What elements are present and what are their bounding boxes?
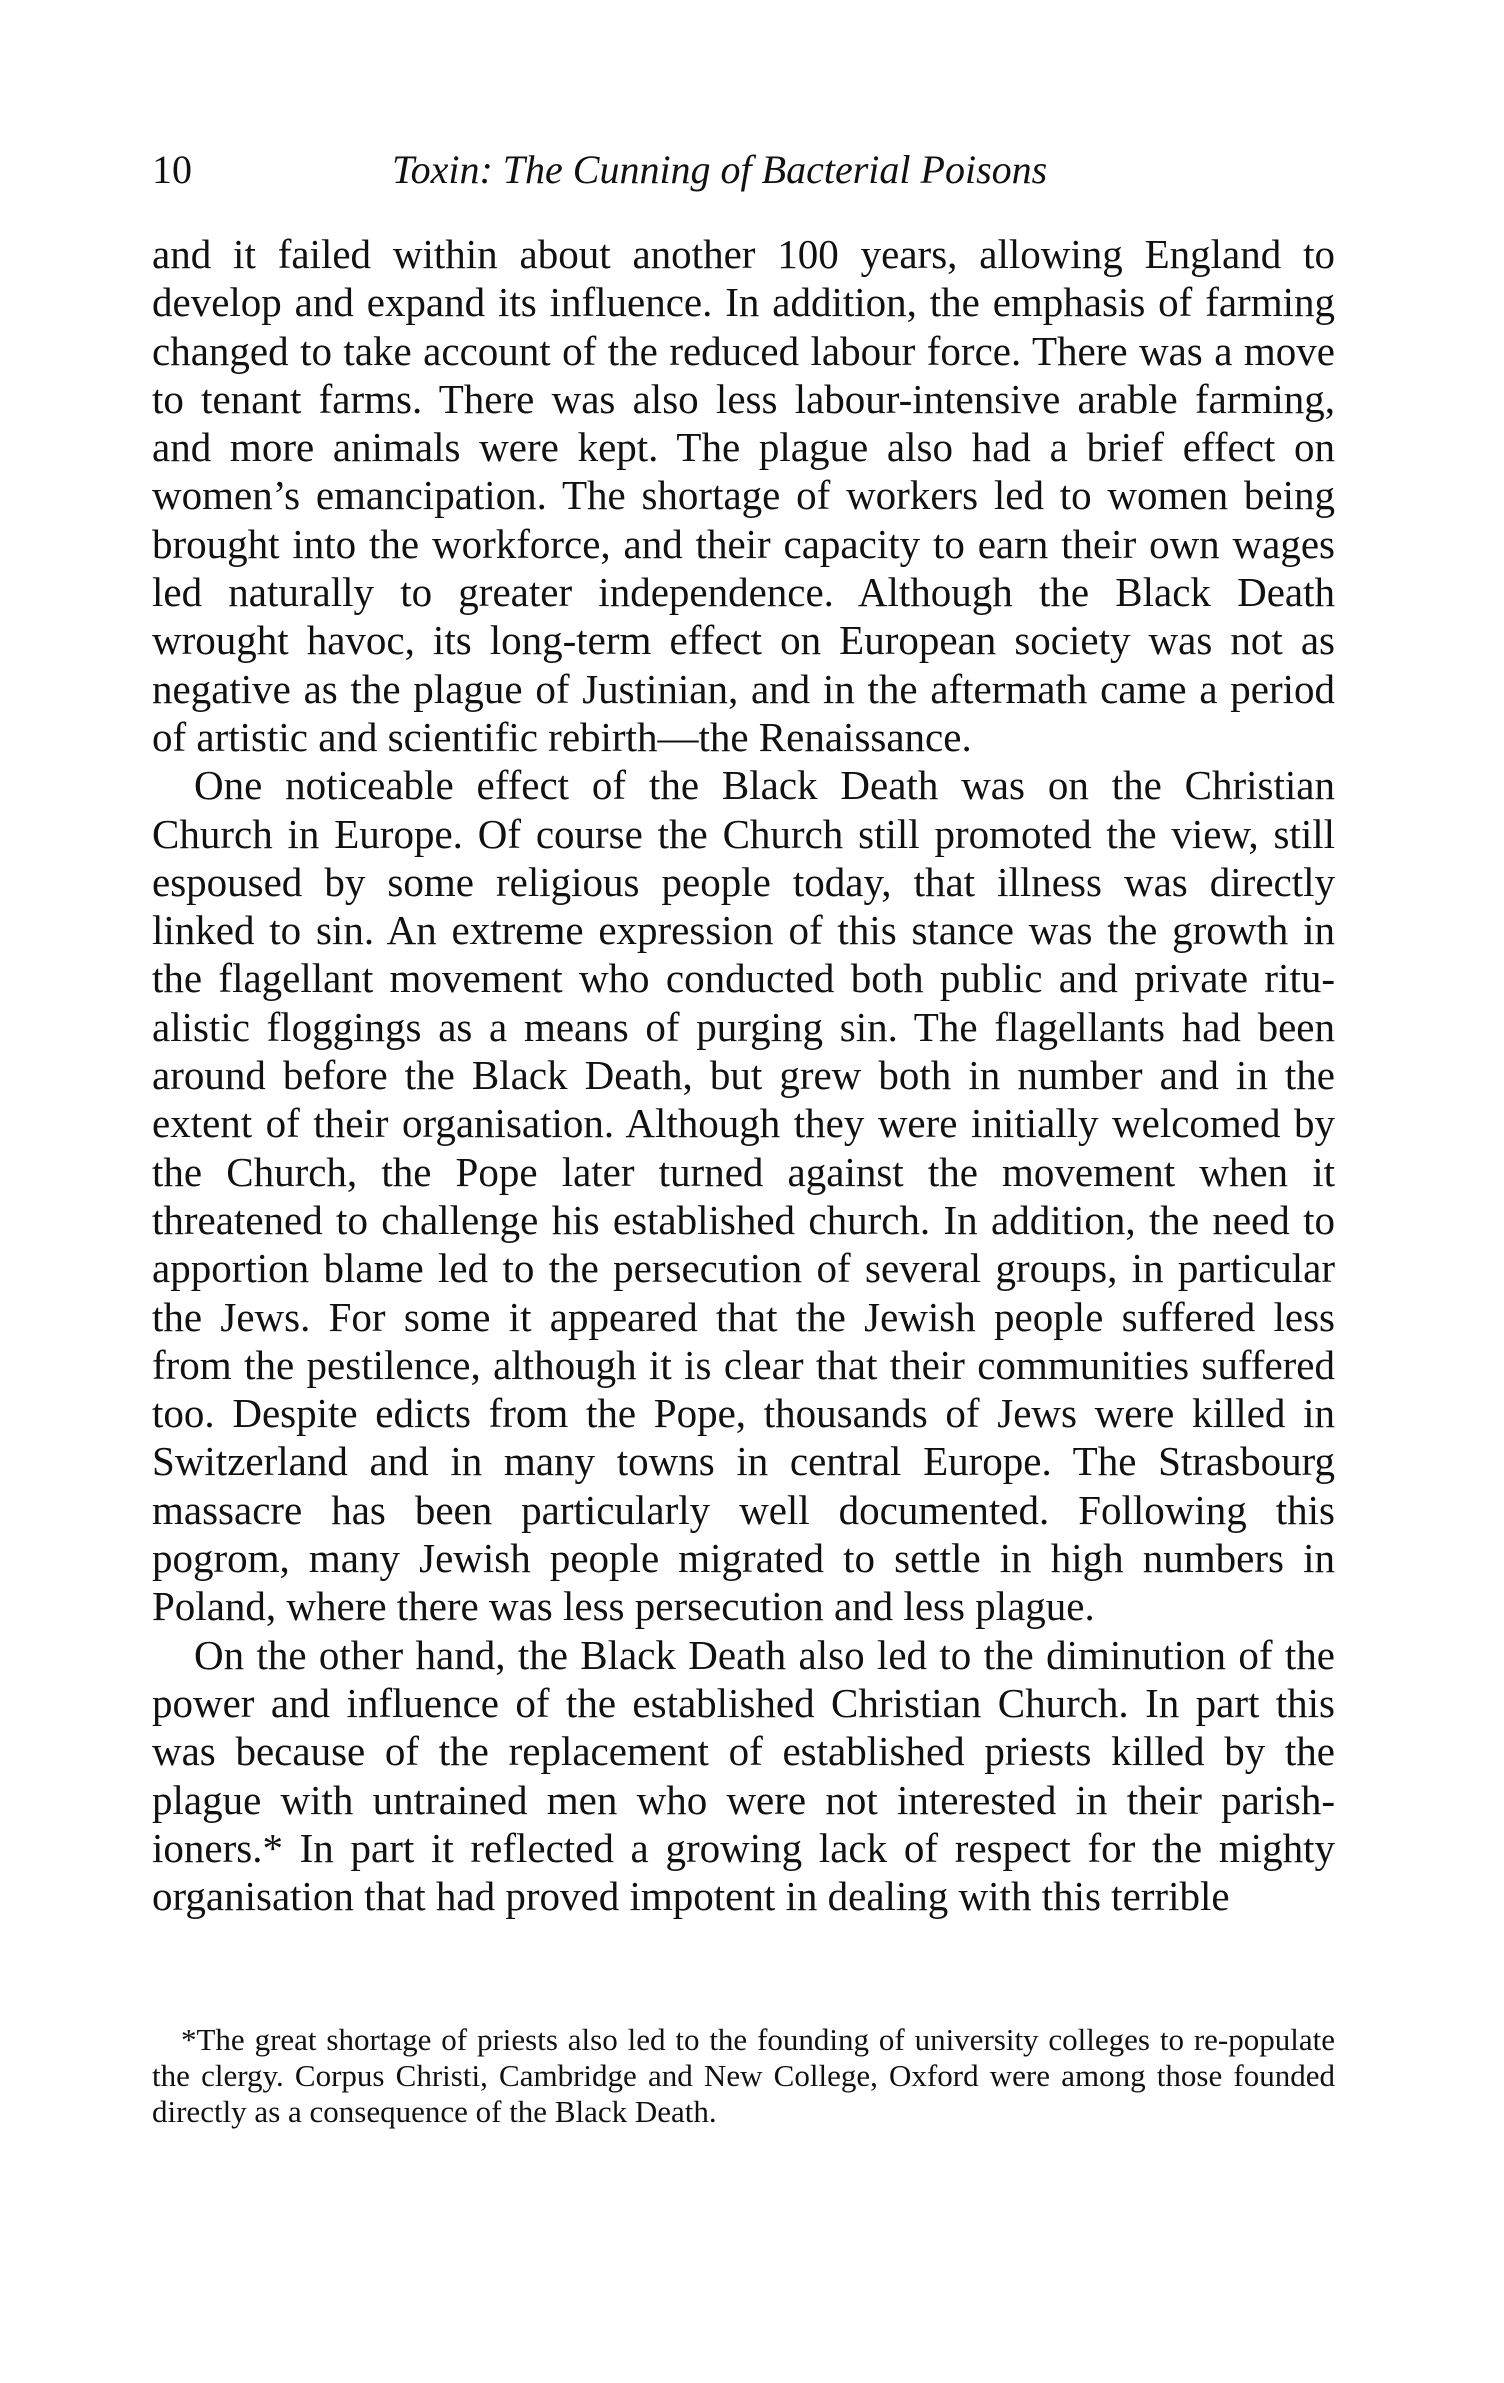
footnote: *The great shortage of priests also led to the founding of university colleges to re-populate the clergy. Corpus Christi, Cambridge and New College, Oxford were among those founded directly as a consequence of the Black Death. (152, 2022, 1335, 2129)
page-header (152, 140, 1332, 200)
paragraph-christian-church: One noticeable effect of the Black Death was on the Christian Church in Europe. Of course the Church still promoted the view, still espoused by some religious people today, that illness was directly linked to sin. An extreme expression of this stance was the growth in the flagellant movement who conducted both public and private ritualistic floggings as a means of purging sin. The flagellants had been around before the Black Death, but grew both in number and in the extent of their organisation. Although they were initially welcomed by the Church, the Pope later turned against the movement when it threatened to challenge his established church. In addition, the need to apportion blame led to the persecution of several groups, in particular the Jews. For some it appeared that the Jewish people suffered less from the pestilence, although it is clear that their communities suffered too. Despite edicts from the Pope, thousands of Jews were killed in Switzerland and in many towns in central Europe. The Strasbourg massacre has been particularly well documented. Following this pogrom, many Jewish people migrated to settle in high numbers in Poland, where there was less persecution and less plague. (152, 762, 1335, 1630)
running-title: Toxin: The Cunning of Bacterial Poisons (392, 147, 1048, 192)
body-text (152, 230, 1335, 1920)
paragraph-diminution: On the other hand, the Black Death also led to the diminution of the power and influence of the established Christian Church. In part this was because of the replacement of established priests killed by the plague with untrained men who were not interested in their parishioners.* In part it reflected a growing lack of respect for the mighty organisation that had proved impotent in dealing with this terrible (152, 1631, 1335, 1920)
paragraph-continued: and it failed within about another 100 years, allowing England to develop and expand its influence. In addition, the emphasis of farming changed to take account of the reduced labour force. There was a move to tenant farms. There was also less labour-intensive arable farming, and more animals were kept. The plague also had a brief effect on women’s emancipation. The shortage of workers led to women being brought into the workforce, and their capacity to earn their own wages led naturally to greater independence. Although the Black Death wrought havoc, its long-term effect on European society was not as negative as the plague of Justinian, and in the aftermath came a period of artistic and scientific rebirth—the Renaissance. (152, 231, 1335, 760)
page-number: 10 (152, 147, 192, 192)
